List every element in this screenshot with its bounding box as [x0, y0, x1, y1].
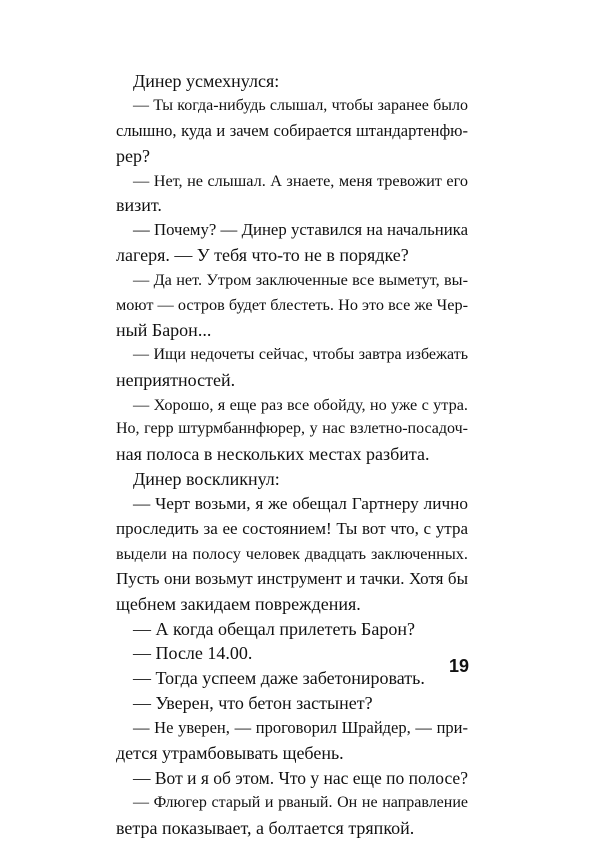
text-line: — Флюгер старый и рваный. Он не направление	[133, 793, 468, 811]
body-text	[116, 69, 468, 841]
text-line: — Почему? — Динер уставился на начальника	[133, 220, 468, 240]
text-line: — Не уверен, — проговорил Шрайдер, — при-	[133, 718, 468, 738]
text-line: — Черт возьми, я же обещал Гартнеру лично	[133, 494, 468, 514]
text-line: слышно, куда и зачем собирается штандартенфю-	[116, 120, 468, 140]
text-line: — Нет, не слышал. А знаете, меня тревожит его	[133, 171, 468, 190]
text-line: визит.	[116, 195, 162, 216]
text-line: ветра показывает, а болтается тряпкой.	[116, 817, 415, 838]
text-line: рер?	[116, 145, 150, 166]
text-line: ная полоса в нескольких местах разбита.	[116, 444, 430, 465]
text-line: неприятностей.	[116, 369, 236, 390]
text-line: Динер усмехнулся:	[133, 71, 280, 91]
text-line: — Ты когда-нибудь слышал, чтобы заранее было	[133, 96, 468, 114]
text-line: Пусть они возьмут инструмент и тачки. Хотя бы	[116, 568, 468, 588]
text-line: — Хорошо, я еще раз все обойду, но уже с утра.	[133, 395, 468, 414]
text-line: — После 14.00.	[133, 643, 253, 664]
text-line: лагеря. — У тебя что-то не в порядке?	[116, 245, 409, 266]
text-line: — Ищи недочеты сейчас, чтобы завтра избежать	[133, 345, 468, 363]
text-line: — А когда обещал прилететь Барон?	[133, 618, 415, 639]
text-line: — Уверен, что бетон застынет?	[133, 693, 373, 714]
text-line: дется утрамбовывать щебень.	[116, 743, 344, 764]
text-line: щебнем закидаем повреждения.	[116, 593, 361, 614]
text-line: ный Барон...	[116, 319, 212, 340]
text-line: — Да нет. Утром заключенные все выметут, вы-	[133, 271, 468, 290]
text-line: моют — остров будет блестеть. Но это все же Чер-	[116, 296, 468, 315]
text-line: Динер воскликнул:	[133, 469, 280, 490]
text-line: выдели на полосу человек двадцать заключенных.	[116, 544, 468, 563]
text-line: — Вот и я об этом. Что у нас еще по полосе?	[133, 767, 468, 788]
page-number: 19	[448, 656, 469, 676]
text-line: — Тогда успеем даже забетонировать.	[133, 668, 425, 689]
text-line: Но, герр штурмбаннфюрер, у нас взлетно-посадоч-	[116, 420, 468, 438]
text-line: проследить за ее состоянием! Ты вот что, с утра	[116, 519, 468, 539]
